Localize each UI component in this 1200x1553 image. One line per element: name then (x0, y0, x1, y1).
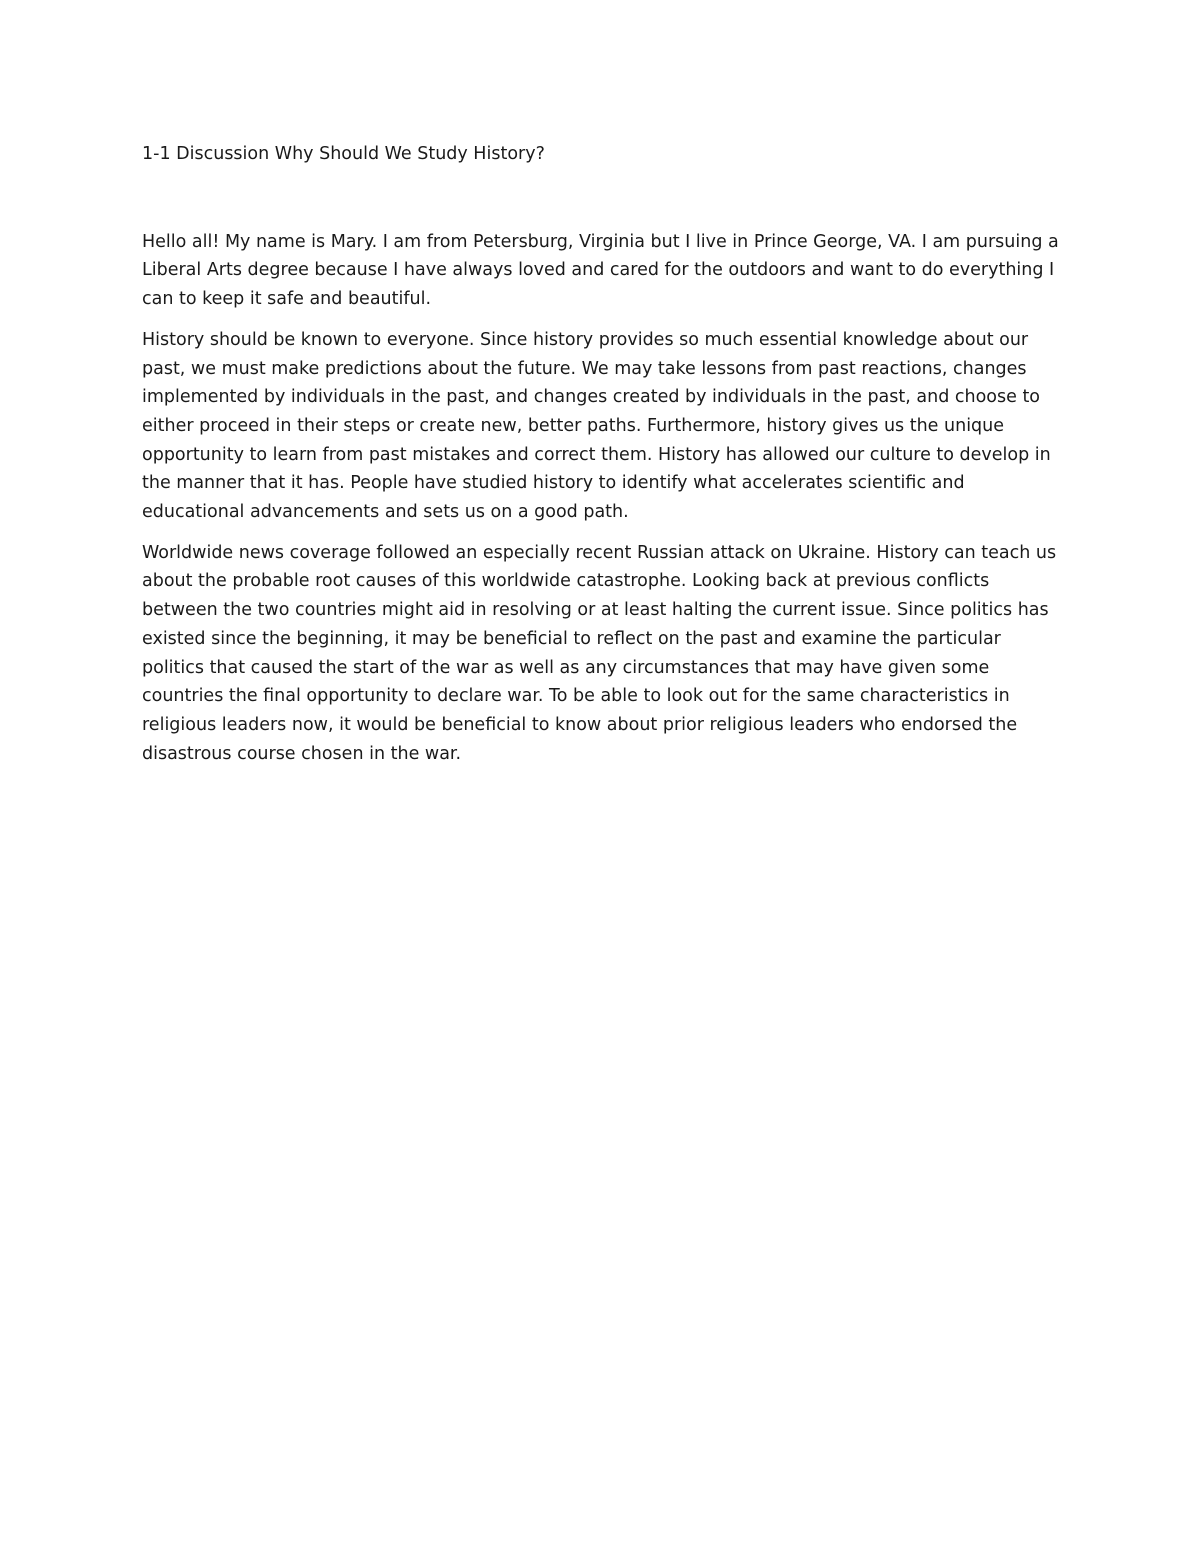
document-body (142, 140, 1062, 780)
paragraph-current-events: Worldwide news coverage followed an especially recent Russian attack on Ukraine. History can teach us about the probable root causes of this worldwide catastrophe. Looking back at previous conflicts between the two countries might aid in resolving or at least halting the current issue. Since politics has existed since the beginning, it may be beneficial to reflect on the past and examine the particular politics that caused the start of the war as well as any circumstances that may have given some countries the final opportunity to declare war. To be able to look out for the same characteristics in religious leaders now, it would be beneficial to know about prior religious leaders who endorsed the disastrous course chosen in the war. (142, 542, 1057, 764)
paragraph-introduction: Hello all! My name is Mary. I am from Petersburg, Virginia but I live in Prince George, VA. I am pursuing a Liberal Arts degree because I have always loved and cared for the outdoors and want to do everything I can to keep it safe and beautiful. (142, 231, 1059, 310)
document-title: 1-1 Discussion Why Should We Study History? (142, 144, 545, 164)
paragraph-importance-of-history: History should be known to everyone. Since history provides so much essential knowledge about our past, we must make predictions about the future. We may take lessons from past reactions, changes implemented by individuals in the past, and changes created by individuals in the past, and choose to either proceed in their steps or create new, better paths. Furthermore, history gives us the unique opportunity to learn from past mistakes and correct them. History has allowed our culture to develop in the manner that it has. People have studied history to identify what accelerates scientific and educational advancements and sets us on a good path. (142, 329, 1051, 523)
